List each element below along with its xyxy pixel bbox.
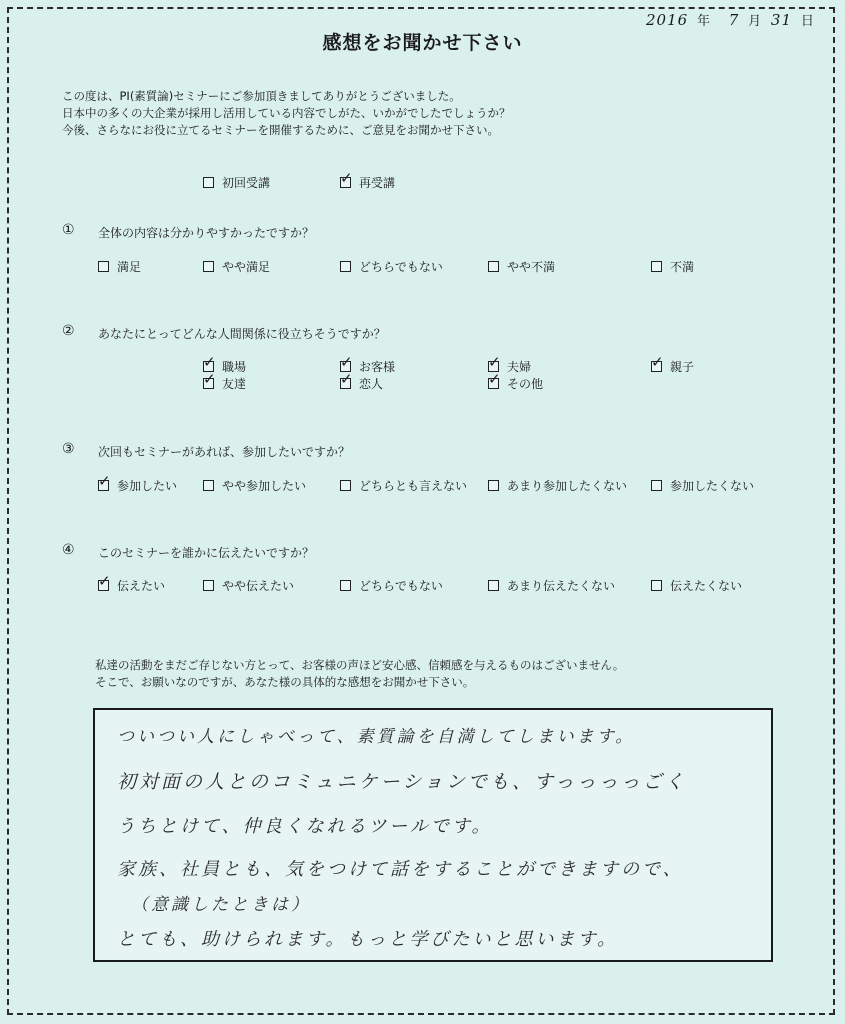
closing-line: そこで、お願いなのですが、あなた様の具体的な感想をお聞かせ下さい。 (95, 675, 475, 689)
checkbox[interactable] (651, 580, 662, 591)
date-year: 2016 (646, 11, 689, 29)
option-label: どちらとも言えない (359, 479, 468, 493)
date-line (646, 10, 815, 29)
q2-option[interactable] (651, 358, 694, 375)
q1-option[interactable] (98, 258, 141, 275)
checkbox[interactable] (651, 361, 662, 372)
checkbox[interactable] (651, 480, 662, 491)
checkbox[interactable] (488, 261, 499, 272)
option-label: やや伝えたい (222, 579, 295, 593)
intro-text (62, 88, 511, 139)
date-day-unit: 日 (800, 14, 815, 29)
option-label: 参加したくない (670, 479, 755, 493)
option-label: 友達 (222, 377, 247, 391)
q3-option[interactable] (651, 477, 754, 494)
q1-option[interactable] (488, 258, 555, 275)
checkbox[interactable] (203, 261, 214, 272)
option-label: 不満 (670, 260, 695, 274)
handwritten-comment-line: （意識したときは） (131, 895, 311, 915)
option-label: 再受講 (359, 176, 396, 190)
checkbox[interactable] (98, 580, 109, 591)
closing-text (95, 657, 624, 691)
option-label: あまり伝えたくない (507, 579, 616, 593)
checkbox[interactable] (203, 480, 214, 491)
option-label: 恋人 (359, 377, 384, 391)
q2-option[interactable] (203, 375, 246, 392)
question-3-text: 次回もセミナーがあれば、参加したいですか？ (98, 445, 351, 459)
question-3-number: ③ (62, 441, 75, 457)
checkbox[interactable] (488, 480, 499, 491)
option-label: 職場 (222, 360, 247, 374)
question-1-number: ① (62, 222, 75, 238)
q4-option[interactable] (203, 577, 294, 594)
closing-line: 私達の活動をまだご存じない方とって、お客様の声ほど安心感、信頼感を与えるものはございません。 (95, 658, 625, 672)
question-4-text: このセミナーを誰かに伝えたいですか？ (98, 546, 315, 560)
q2-option[interactable] (488, 375, 543, 392)
option-label: その他 (507, 377, 544, 391)
checkbox[interactable] (340, 261, 351, 272)
date-month: 7 (728, 11, 740, 29)
checkbox[interactable] (340, 480, 351, 491)
page-title: 感想をお聞かせ下さい (322, 32, 523, 54)
q2-option[interactable] (340, 375, 383, 392)
q4-option[interactable] (340, 577, 443, 594)
date-year-unit: 年 (697, 14, 712, 29)
checkbox[interactable] (203, 378, 214, 389)
option-label: 満足 (117, 260, 142, 274)
handwritten-comment-line: とても、助けられます。もっと学びたいと思います。 (117, 929, 619, 950)
checkbox[interactable] (340, 580, 351, 591)
option-label: 初回受講 (222, 176, 271, 190)
q1-option[interactable] (340, 258, 443, 275)
q4-option[interactable] (98, 577, 165, 594)
intro-line: 今後、さらなにお役に立てるセミナーを開催するために、ご意見をお聞かせ下さい。 (62, 123, 499, 137)
option-label: 伝えたい (117, 579, 166, 593)
checkbox[interactable] (488, 580, 499, 591)
option-label: 参加したい (117, 479, 178, 493)
handwritten-comment-line: うちとけて、仲良くなれるツールです。 (117, 816, 493, 837)
attendance-repeat-option[interactable] (340, 174, 395, 191)
question-4-number: ④ (62, 542, 75, 558)
option-label: やや不満 (507, 260, 556, 274)
q3-option[interactable] (203, 477, 306, 494)
handwritten-comment-line: ついつい人にしゃべって、素質論を自満してしまいます。 (117, 727, 636, 747)
handwritten-comment-line: 家族、社員とも、気をつけて話をすることができますので、 (117, 859, 684, 880)
checkbox[interactable] (488, 378, 499, 389)
intro-line: この度は、PI(素質論)セミナーにご参加頂きましてありがとうございました。 (62, 89, 461, 103)
question-2-number: ② (62, 323, 75, 339)
q3-option[interactable] (340, 477, 467, 494)
checkbox[interactable] (203, 177, 214, 188)
option-label: お客様 (359, 360, 396, 374)
option-label: 親子 (670, 360, 695, 374)
option-label: 夫婦 (507, 360, 532, 374)
q4-option[interactable] (488, 577, 615, 594)
intro-line: 日本中の多くの大企業が採用し活用している内容でしがた、いかがでしたでしょうか？ (62, 106, 511, 120)
checkbox[interactable] (340, 177, 351, 188)
q1-option[interactable] (203, 258, 270, 275)
option-label: どちらでもない (359, 579, 443, 593)
checkbox[interactable] (98, 261, 109, 272)
q3-option[interactable] (98, 477, 177, 494)
attendance-first-option[interactable] (203, 174, 270, 191)
option-label: やや参加したい (222, 479, 307, 493)
question-2-text: あなたにとってどんな人間関係に役立ちそうですか？ (98, 327, 386, 341)
q3-option[interactable] (488, 477, 627, 494)
date-month-unit: 月 (748, 14, 763, 29)
checkbox[interactable] (98, 480, 109, 491)
checkbox[interactable] (340, 378, 351, 389)
comment-box[interactable] (93, 708, 773, 962)
question-1-text: 全体の内容は分かりやすかったですか？ (98, 226, 315, 240)
option-label: あまり参加したくない (507, 479, 628, 493)
checkbox[interactable] (651, 261, 662, 272)
q4-option[interactable] (651, 577, 742, 594)
date-day: 31 (770, 11, 792, 29)
q1-option[interactable] (651, 258, 694, 275)
option-label: どちらでもない (359, 260, 443, 274)
option-label: 伝えたくない (670, 579, 743, 593)
checkbox[interactable] (203, 580, 214, 591)
option-label: やや満足 (222, 260, 271, 274)
handwritten-comment-line: 初対面の人とのコミュニケーションでも、すっっっっごく (117, 771, 687, 793)
